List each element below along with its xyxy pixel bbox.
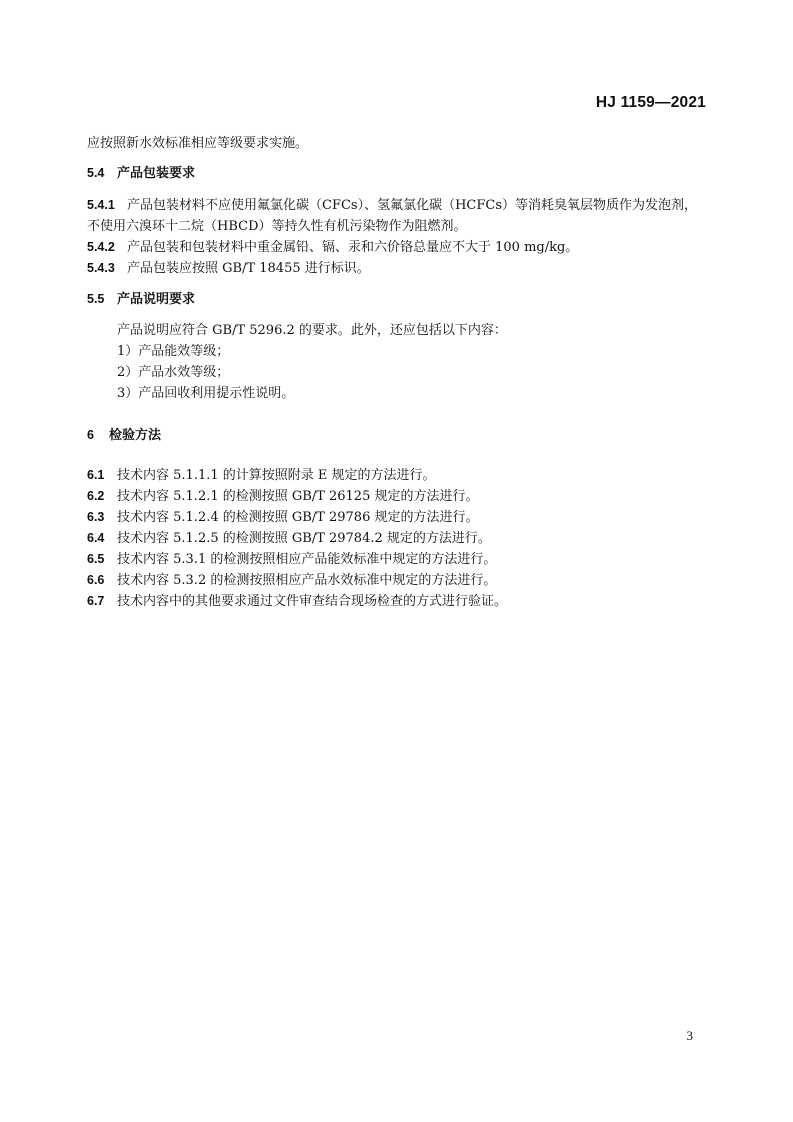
- clause-text: 技术内容 5.1.2.1 的检测按照 GB/T 26125 规定的方法进行。: [117, 489, 479, 504]
- clause-number: 6.6: [87, 573, 105, 587]
- clause-text: 产品包装和包装材料中重金属铅、镉、汞和六价铬总量应不大于 100 mg/kg。: [127, 240, 579, 255]
- clause-6-1: [87, 465, 436, 486]
- clause-text: 技术内容 5.1.2.4 的检测按照 GB/T 29786 规定的方法进行。: [117, 510, 479, 525]
- clause-number: 6.3: [87, 510, 105, 524]
- clause-number: 6.2: [87, 489, 105, 503]
- clause-text: 产品包装材料不应使用氟氯化碳（CFCs）、氢氟氯化碳（HCFCs）等消耗臭氧层物质作为发泡剂，: [127, 198, 698, 213]
- clause-number: 6.1: [87, 468, 105, 482]
- clause-6-2: [87, 486, 479, 507]
- clause-text: 技术内容中的其他要求通过文件审查结合现场检查的方式进行验证。: [117, 594, 508, 609]
- section-title: 产品包装要求: [117, 166, 196, 181]
- continuation-text: 应按照新水效标准相应等级要求实施。: [87, 136, 309, 151]
- clause-text: 技术内容 5.1.2.5 的检测按照 GB/T 29784.2 规定的方法进行。: [117, 531, 491, 546]
- section-heading-5-5: [87, 289, 195, 310]
- clause-6-7: [87, 591, 507, 612]
- clause-number: 5.4.1: [87, 198, 115, 212]
- clause-text: 技术内容 5.3.2 的检测按照相应产品水效标准中规定的方法进行。: [117, 573, 497, 588]
- clause-text: 技术内容 5.3.1 的检测按照相应产品能效标准中规定的方法进行。: [117, 552, 497, 567]
- section-number: 6: [87, 428, 94, 442]
- clause-number: 5.4.2: [87, 240, 115, 254]
- list-item: 1）产品能效等级；: [117, 344, 230, 359]
- section-5-5-intro: 产品说明应符合 GB/T 5296.2 的要求。此外，还应包括以下内容：: [117, 323, 507, 338]
- section-title: 产品说明要求: [117, 292, 196, 307]
- clause-6-3: [87, 507, 479, 528]
- clause-text: 技术内容 5.1.1.1 的计算按照附录 E 规定的方法进行。: [117, 468, 436, 483]
- section-number: 5.5: [87, 292, 105, 306]
- clause-5-4-1-continued: 不使用六溴环十二烷（HBCD）等持久性有机污染物作为阻燃剂。: [87, 219, 467, 234]
- section-title: 检验方法: [109, 428, 162, 443]
- clause-number: 6.4: [87, 531, 105, 545]
- section-number: 5.4: [87, 166, 105, 180]
- clause-text: 产品包装应按照 GB/T 18455 进行标识。: [127, 261, 370, 276]
- clause-6-4: [87, 528, 491, 549]
- clause-6-6: [87, 570, 496, 591]
- list-item: 3）产品回收利用提示性说明。: [117, 386, 295, 401]
- clause-5-4-3: [87, 258, 370, 279]
- list-item: 2）产品水效等级；: [117, 365, 230, 380]
- clause-6-5: [87, 549, 496, 570]
- section-heading-5-4: [87, 163, 195, 184]
- section-heading-6: [87, 425, 161, 446]
- clause-number: 5.4.3: [87, 261, 115, 275]
- clause-5-4-2: [87, 237, 578, 258]
- page-number: 3: [686, 1028, 693, 1043]
- document-code: HJ 1159—2021: [595, 94, 706, 111]
- clause-number: 6.5: [87, 552, 105, 566]
- clause-5-4-1: [87, 195, 697, 216]
- clause-number: 6.7: [87, 594, 105, 608]
